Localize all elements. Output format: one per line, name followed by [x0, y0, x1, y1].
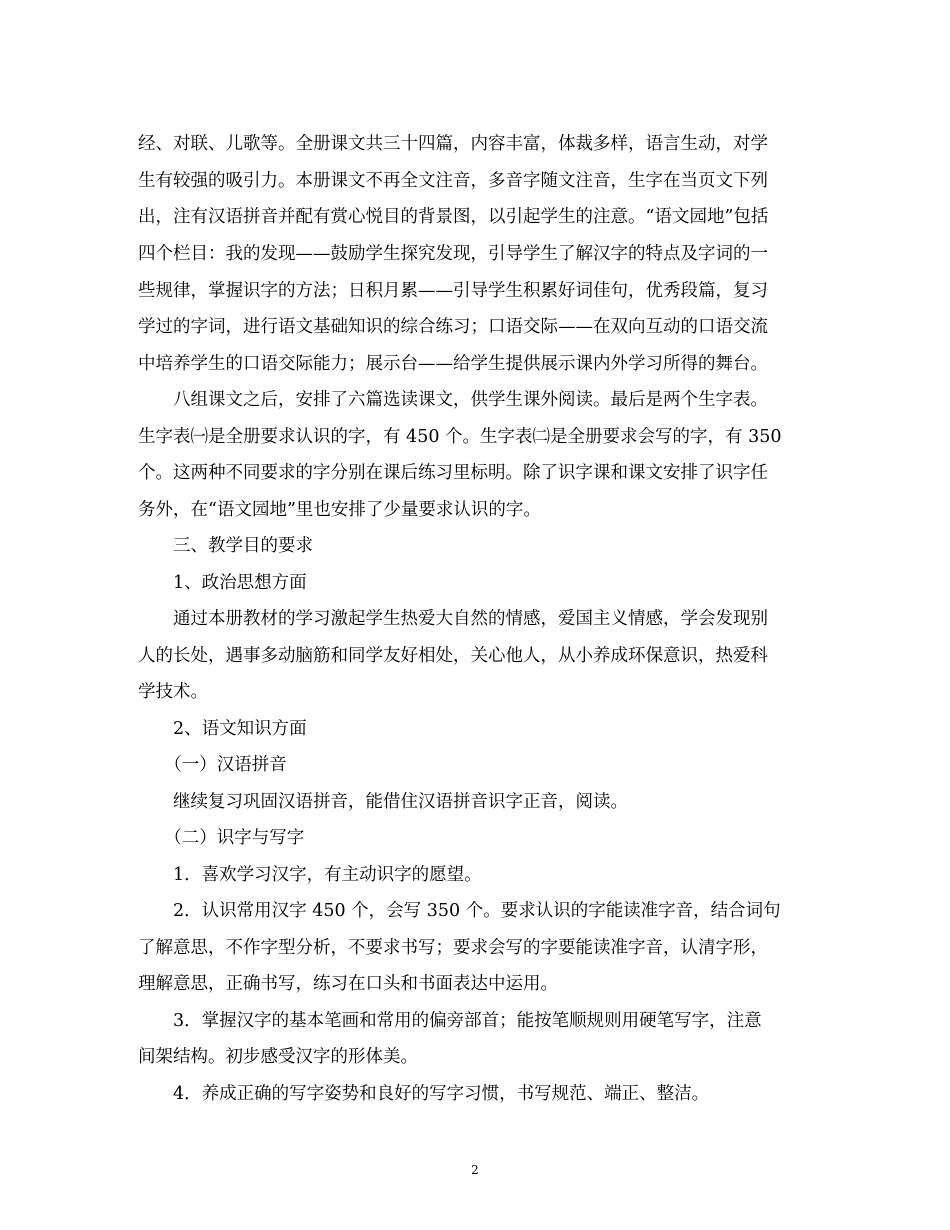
text-line: 学技术。	[138, 682, 208, 702]
text-line: 些规律，掌握识字的方法；日积月累——引导学生积累好词佳句，优秀段篇，复习	[138, 281, 768, 301]
text-line: 通过本册教材的学习激起学生热爱大自然的情感，爱国主义情感，学会发现别	[138, 609, 768, 629]
list-item: 3．掌握汉字的基本笔画和常用的偏旁部首；能按笔顺规则用硬笔写字，注意	[138, 1011, 762, 1031]
page-number: 2	[471, 1163, 479, 1177]
text-line: 继续复习巩固汉语拼音，能借住汉语拼音识字正音，阅读。	[138, 792, 628, 812]
text-line: 了解意思，不作字型分析，不要求书写；要求会写的字要能读准字音，认清字形，	[138, 938, 768, 958]
text-line: 理解意思，正确书写，练习在口头和书面表达中运用。	[138, 974, 558, 994]
list-item: 1．喜欢学习汉字，有主动识字的愿望。	[138, 865, 482, 885]
text-line: 人的长处，遇事多动脑筋和同学友好相处，关心他人，从小养成环保意识，热爱科	[138, 646, 768, 666]
list-item: 4．养成正确的写字姿势和良好的写字习惯，书写规范、端正、整洁。	[138, 1084, 710, 1104]
section-heading: 三、教学目的要求	[138, 536, 313, 556]
text-line: 生有较强的吸引力。本册课文不再全文注音，多音字随文注音，生字在当页文下列	[138, 171, 768, 191]
text-line: 学过的字词，进行语文基础知识的综合练习；口语交际——在双向互动的口语交流	[138, 317, 768, 337]
text-line: 出，注有汉语拼音并配有赏心悦目的背景图，以引起学生的注意。“语文园地”包括	[138, 207, 769, 227]
subsection-heading: 2、语文知识方面	[138, 719, 307, 739]
subsection-heading: 1、政治思想方面	[138, 573, 307, 593]
text-line: 经、对联、儿歌等。全册课文共三十四篇，内容丰富，体裁多样，语言生动，对学	[138, 134, 768, 154]
subsection-heading: （一）汉语拼音	[138, 755, 287, 775]
subsection-heading: （二）识字与写字	[138, 828, 305, 848]
text-line: 八组课文之后，安排了六篇选读课文，供学生课外阅读。最后是两个生字表。	[138, 390, 768, 410]
text-line: 四个栏目：我的发现——鼓励学生探究发现，引导学生了解汉字的特点及字词的一	[138, 244, 768, 264]
text-line: 个。这两种不同要求的字分别在课后练习里标明。除了识字课和课文安排了识字任	[138, 463, 768, 483]
text-line: 生字表㈠是全册要求认识的字，有 450 个。生字表㈡是全册要求会写的字，有 350	[138, 427, 782, 447]
text-line: 间架结构。初步感受汉字的形体美。	[138, 1047, 418, 1067]
text-line: 中培养学生的口语交际能力；展示台——给学生提供展示课内外学习所得的舞台。	[138, 354, 768, 374]
text-line: 务外，在“语文园地”里也安排了少量要求认识的字。	[138, 500, 541, 520]
list-item: 2．认识常用汉字 450 个，会写 350 个。要求认识的字能读准字音，结合词句	[138, 901, 781, 921]
